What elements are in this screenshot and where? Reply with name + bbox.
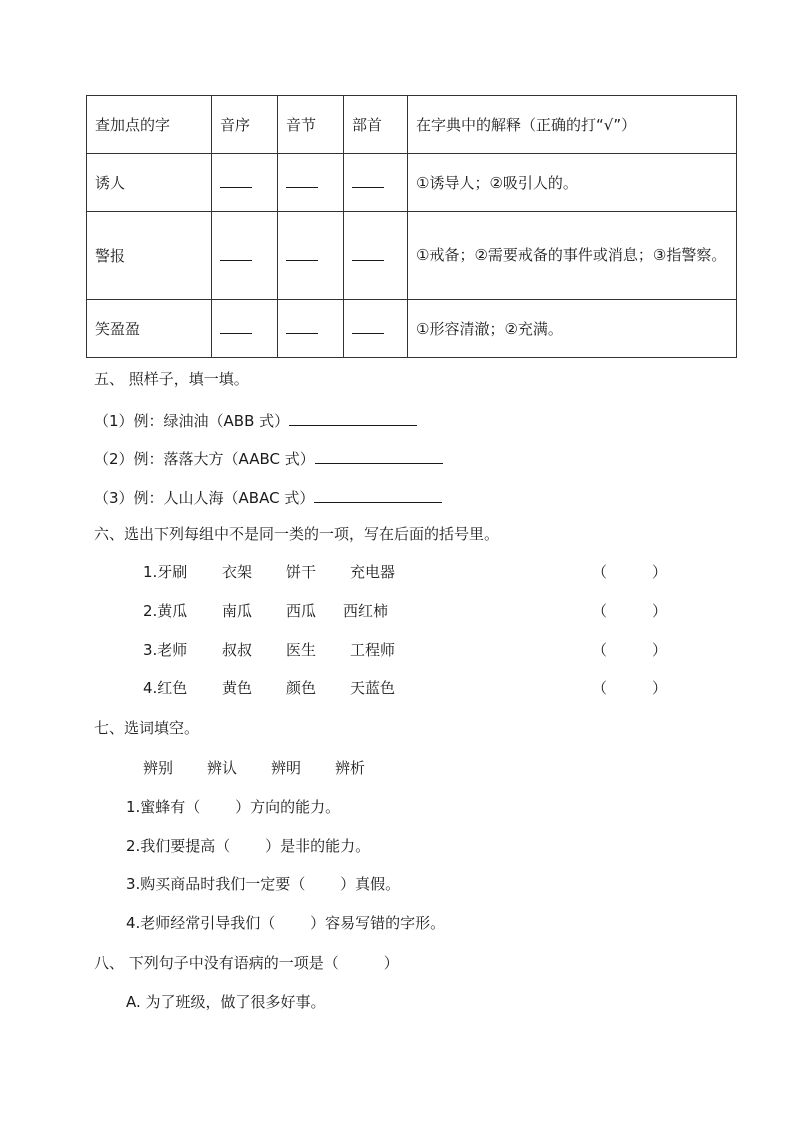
- table-row: [87, 300, 737, 358]
- fill-in-question: 2.我们要提高（ ）是非的能力。: [126, 837, 371, 855]
- answer-cell[interactable]: [278, 300, 344, 358]
- fill-blank[interactable]: [315, 449, 443, 464]
- word-cell: 诱人: [87, 154, 212, 212]
- answer-cell[interactable]: [278, 154, 344, 212]
- fill-in-question: 1.蜜蜂有（ ）方向的能力。: [126, 798, 341, 816]
- header-cell: 音节: [278, 96, 344, 154]
- answer-blank[interactable]: [352, 252, 384, 261]
- section5-item-text: （2）例：落落大方（AABC 式）: [94, 450, 315, 468]
- fill-in-question: 4.老师经常引导我们（ ）容易写错的字形。: [126, 914, 446, 932]
- table-row: [87, 154, 737, 212]
- header-cell: 部首: [344, 96, 408, 154]
- group-word: 叔叔: [222, 641, 253, 659]
- answer-bracket[interactable]: （ ）: [592, 602, 668, 620]
- group-word: 天蓝色: [350, 679, 396, 697]
- explanation-cell: ①形容清澈；②充满。: [408, 300, 737, 358]
- section5-title: 五、 照样子，填一填。: [94, 370, 249, 388]
- header-cell: 音序: [212, 96, 278, 154]
- fill-in-question: 3.购买商品时我们一定要（ ）真假。: [126, 875, 401, 893]
- answer-cell[interactable]: [212, 300, 278, 358]
- group-word: 充电器: [350, 563, 396, 581]
- answer-cell[interactable]: [278, 212, 344, 300]
- header-cell: 在字典中的解释（正确的打“√”）: [408, 96, 737, 154]
- group-word: 医生: [286, 641, 317, 659]
- word-option: 辨别: [143, 759, 174, 777]
- answer-cell[interactable]: [344, 300, 408, 358]
- answer-cell[interactable]: [212, 212, 278, 300]
- word-cell: 警报: [87, 212, 212, 300]
- group-word: 南瓜: [222, 602, 253, 620]
- dictionary-table: [86, 95, 737, 358]
- answer-blank[interactable]: [220, 179, 252, 188]
- explanation-cell: ①戒备；②需要戒备的事件或消息；③指警察。: [408, 212, 737, 300]
- section5-item: [94, 411, 417, 429]
- answer-blank[interactable]: [220, 252, 252, 261]
- group-word: 工程师: [350, 641, 396, 659]
- explanation-cell: ①诱导人；②吸引人的。: [408, 154, 737, 212]
- group-word: 西红柿: [343, 602, 389, 620]
- answer-bracket[interactable]: （ ）: [592, 641, 668, 659]
- table-header-row: [87, 96, 737, 154]
- answer-blank[interactable]: [220, 325, 252, 334]
- group-word: 衣架: [222, 563, 253, 581]
- section7-title: 七、选词填空。: [94, 719, 200, 737]
- section8-title: 八、 下列句子中没有语病的一项是（ ）: [94, 954, 399, 972]
- section5-item: [94, 488, 442, 506]
- section5-item: [94, 449, 443, 467]
- group-word: 1.牙刷: [143, 563, 188, 581]
- group-word: 4.红色: [143, 679, 188, 697]
- answer-blank[interactable]: [286, 179, 318, 188]
- group-word: 3.老师: [143, 641, 188, 659]
- table-row: [87, 212, 737, 300]
- section6-title: 六、选出下列每组中不是同一类的一项，写在后面的括号里。: [94, 525, 500, 543]
- group-word: 西瓜: [286, 602, 317, 620]
- answer-blank[interactable]: [352, 325, 384, 334]
- answer-cell[interactable]: [344, 212, 408, 300]
- answer-cell[interactable]: [212, 154, 278, 212]
- answer-blank[interactable]: [352, 179, 384, 188]
- group-word: 饼干: [286, 563, 317, 581]
- header-cell: 查加点的字: [87, 96, 212, 154]
- section5-item-text: （1）例：绿油油（ABB 式）: [94, 412, 290, 430]
- section5-item-text: （3）例：人山人海（ABAC 式）: [94, 489, 315, 507]
- answer-bracket[interactable]: （ ）: [592, 679, 668, 697]
- group-word: 黄色: [222, 679, 253, 697]
- word-option: 辨认: [207, 759, 238, 777]
- word-option: 辨明: [271, 759, 302, 777]
- answer-blank[interactable]: [286, 325, 318, 334]
- word-cell: 笑盈盈: [87, 300, 212, 358]
- word-option: 辨析: [335, 759, 366, 777]
- answer-bracket[interactable]: （ ）: [592, 563, 668, 581]
- fill-blank[interactable]: [314, 488, 442, 503]
- answer-cell[interactable]: [344, 154, 408, 212]
- fill-blank[interactable]: [289, 411, 417, 426]
- group-word: 2.黄瓜: [143, 602, 188, 620]
- group-word: 颜色: [286, 679, 317, 697]
- answer-blank[interactable]: [286, 252, 318, 261]
- choice-option-a[interactable]: A. 为了班级，做了很多好事。: [126, 993, 326, 1011]
